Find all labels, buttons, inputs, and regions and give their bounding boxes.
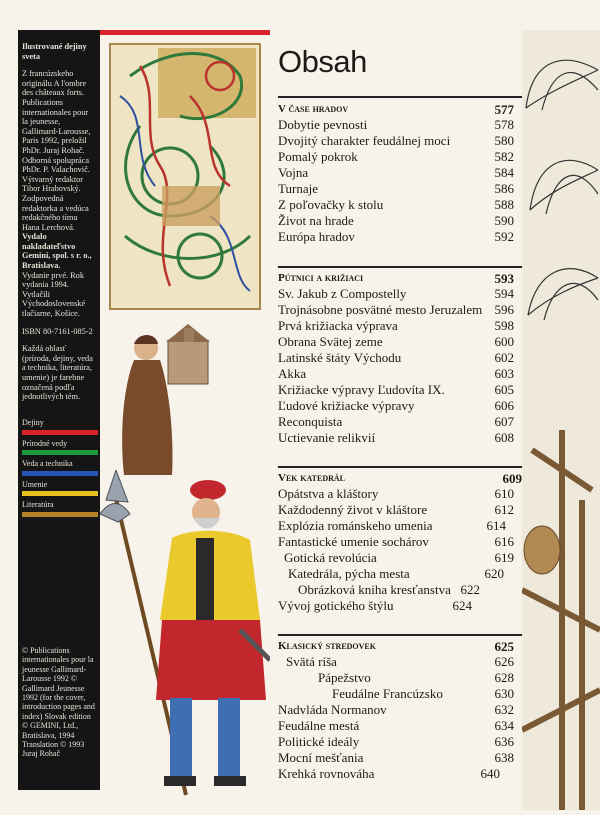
entry-page: 598 — [494, 318, 514, 333]
entry-title: Z poľovačky k stolu — [278, 197, 384, 212]
entry-page: 606 — [494, 398, 514, 413]
toc-entry[interactable] — [278, 598, 472, 614]
entry-title: Dobytie pevnosti — [278, 117, 368, 132]
toc-entry[interactable] — [278, 718, 514, 734]
legend-label: Dejiny — [22, 418, 44, 427]
color-legend — [22, 418, 96, 521]
entry-page: 640 — [480, 766, 500, 781]
toc-entry[interactable] — [278, 502, 514, 518]
entry-title: Pápežstvo — [318, 670, 371, 685]
entry-title: Sv. Jakub z Compostelly — [278, 286, 407, 301]
section-heading — [278, 103, 514, 115]
page-title: Obsah — [278, 44, 367, 79]
entry-page: 578 — [494, 117, 514, 132]
copyright-credits: © Publications internationales pour la jeunesse Gallimard-Larousse 1992 © Gallimard Jeunesse 1992 (for the cover, introduction pages and index) Slovak edition © GEMINI, Ltd., Bratislava, 1994 Translation © 1993 Juraj Rohač — [22, 646, 95, 759]
entry-page: 638 — [494, 750, 514, 765]
toc-entry[interactable] — [278, 350, 514, 366]
toc-entry[interactable] — [278, 197, 514, 213]
toc-entry[interactable] — [278, 334, 514, 350]
entry-page: 612 — [494, 502, 514, 517]
title-rule — [278, 96, 522, 98]
toc-entry[interactable] — [284, 550, 514, 566]
toc-entry[interactable] — [278, 414, 514, 430]
toc-entry[interactable] — [278, 534, 514, 550]
halberdier-illustration — [100, 470, 270, 800]
entry-title: Vývoj gotického štýlu — [278, 598, 394, 613]
entry-title: Akka — [278, 366, 307, 381]
edition-text: Vydanie prvé. Rok vydania 1994. Vytlačili Východoslovenské tlačiarne, Košice. — [22, 270, 86, 319]
section-rule — [278, 466, 522, 468]
entry-title: Krehká rovnováha — [278, 766, 375, 781]
table-of-contents — [270, 30, 522, 790]
entry-title: Európa hradov — [278, 229, 355, 244]
entry-page: 616 — [494, 534, 514, 549]
toc-entry[interactable] — [278, 213, 514, 229]
toc-entry[interactable] — [332, 686, 514, 702]
entry-page: 586 — [494, 181, 514, 196]
legend-label: Umenie — [22, 479, 48, 489]
entry-title: Vojna — [278, 165, 309, 180]
entry-title: Mocní mešťania — [278, 750, 364, 765]
section-heading — [278, 472, 522, 484]
toc-entry[interactable] — [278, 702, 514, 718]
toc-entry[interactable] — [278, 518, 514, 534]
section-heading — [278, 640, 514, 652]
toc-entry[interactable] — [278, 398, 514, 414]
color-note: Každá oblasť (príroda, dejiny, veda a technika, literatúra, umenie) je farebne označená podľa jednotlivých tém. — [22, 344, 93, 402]
toc-entry[interactable] — [278, 133, 514, 149]
entry-title: Obrázková kniha kresťanstva — [298, 582, 451, 597]
entry-page: 588 — [494, 197, 514, 212]
entry-title: Turnaje — [278, 181, 318, 196]
toc-entry[interactable] — [318, 670, 514, 686]
legend-bar-red — [22, 430, 98, 435]
entry-page: 594 — [494, 286, 514, 301]
toc-entry[interactable] — [278, 286, 514, 302]
entry-title: Obrana Svätej zeme — [278, 334, 383, 349]
section-page: 609 — [502, 471, 522, 486]
colophon-sidebar — [18, 30, 100, 790]
section-rule — [278, 634, 522, 636]
toc-entry[interactable] — [286, 654, 514, 670]
toc-entry[interactable] — [278, 165, 514, 181]
section-title: Pútnici a križiaci — [278, 272, 364, 284]
entry-title: Dvojitý charakter feudálnej moci — [278, 133, 451, 148]
entry-page: 630 — [494, 686, 514, 701]
entry-title: Prvá križiacka výprava — [278, 318, 398, 333]
entry-page: 602 — [494, 350, 514, 365]
entry-title: Reconquista — [278, 414, 343, 429]
entry-title: Gotická revolúcia — [284, 550, 377, 565]
gothic-vault-drawings — [522, 30, 600, 810]
entry-page: 607 — [494, 414, 514, 429]
entry-page: 632 — [494, 702, 514, 717]
legend-bar-green — [22, 450, 98, 455]
entry-page: 590 — [494, 213, 514, 228]
entry-page: 622 — [460, 582, 480, 597]
entry-page: 626 — [494, 654, 514, 669]
entry-title: Feudálne Francúzsko — [332, 686, 443, 701]
section-title: Vek katedrál — [278, 472, 345, 484]
section-rule — [278, 266, 522, 268]
entry-title: Opátstva a kláštory — [278, 486, 379, 501]
toc-entry[interactable] — [278, 229, 514, 245]
toc-entry[interactable] — [278, 318, 514, 334]
toc-entry[interactable] — [278, 734, 514, 750]
entry-title: Latinské štáty Východu — [278, 350, 402, 365]
entry-page: 592 — [494, 229, 514, 244]
toc-entry[interactable] — [278, 302, 514, 318]
legend-label: Veda a technika — [22, 459, 73, 469]
entry-title: Križiacke výpravy Ľudovíta IX. — [278, 382, 445, 397]
legend-item — [22, 439, 96, 456]
entry-title: Explózia románskeho umenia — [278, 518, 433, 533]
legend-bar-blue — [22, 471, 98, 476]
entry-page: 596 — [494, 302, 514, 317]
entry-page: 634 — [494, 718, 514, 733]
section-title: V čase hradov — [278, 103, 349, 115]
section-page: 625 — [494, 639, 514, 654]
legend-bar-yellow — [22, 491, 98, 496]
entry-page: 605 — [494, 382, 514, 397]
toc-entry[interactable] — [298, 582, 480, 598]
entry-title: Každodenný život v kláštore — [278, 502, 428, 517]
legend-label: Literatúra — [22, 500, 54, 510]
entry-title: Trojnásobne posvätné mesto Jeruzalem — [278, 302, 483, 317]
legend-bar-brown — [22, 512, 98, 517]
section-title: Klasický stredovek — [278, 640, 376, 652]
publisher-text: Vydalo nakladateľstvo Gemini, spol. s r. o., Bratislava. — [22, 232, 92, 271]
series-title: Ilustrované dejiny sveta — [22, 42, 87, 61]
toc-entry[interactable] — [278, 149, 514, 165]
section-heading — [278, 272, 514, 284]
entry-title: Život na hrade — [278, 213, 354, 228]
toc-entry[interactable] — [278, 430, 514, 446]
entry-page: 584 — [494, 165, 514, 180]
toc-entry[interactable] — [278, 181, 514, 197]
entry-page: 614 — [486, 518, 506, 533]
entry-title: Nadvláda Normanov — [278, 702, 387, 717]
toc-entry[interactable] — [288, 566, 504, 582]
entry-page: 580 — [494, 133, 514, 148]
entry-title: Katedrála, pýcha mesta — [288, 566, 410, 581]
entry-page: 600 — [494, 334, 514, 349]
legend-item — [22, 418, 96, 435]
monk-illustration — [112, 320, 222, 480]
toc-entry[interactable] — [278, 750, 514, 766]
entry-title: Politické ideály — [278, 734, 360, 749]
entry-page: 620 — [484, 566, 504, 581]
entry-title: Feudálne mestá — [278, 718, 360, 733]
colophon-text: Z francúzskeho originálu A l'ombre des châteaux forts. Publications internationales pour la jeunesse, Gallimard-Larousse, Paris 1992, preložil PhDr. Juraj Rohač. Odborná spolupráca PhDr. P. Valachovič. Výtvarný redaktor Tibor Hrabovský. Zodpovedná redaktorka a vedúca redakčného tímu Hana Lerchová. — [22, 69, 91, 232]
toc-entry[interactable] — [278, 382, 514, 398]
entry-page: 619 — [494, 550, 514, 565]
toc-entry[interactable] — [278, 486, 514, 502]
toc-entry[interactable] — [278, 366, 514, 382]
toc-entry[interactable] — [278, 766, 500, 782]
isbn: ISBN 80-7161-085-2 — [22, 326, 93, 336]
entry-title: Svätá ríša — [286, 654, 337, 669]
entry-title: Fantastické umenie sochárov — [278, 534, 429, 549]
section-page: 577 — [494, 102, 514, 117]
entry-page: 603 — [494, 366, 514, 381]
toc-entry[interactable] — [278, 117, 514, 133]
illuminated-initial-illustration — [100, 36, 270, 316]
top-strip-red — [100, 30, 270, 35]
entry-page: 636 — [494, 734, 514, 749]
legend-label: Prírodné vedy — [22, 438, 68, 448]
section-page: 593 — [494, 271, 514, 286]
right-illustration-column — [522, 30, 600, 810]
entry-page: 610 — [494, 486, 514, 501]
legend-item — [22, 500, 96, 517]
entry-page: 608 — [494, 430, 514, 445]
entry-page: 624 — [452, 598, 472, 613]
legend-item — [22, 459, 96, 476]
legend-item — [22, 480, 96, 497]
entry-title: Pomalý pokrok — [278, 149, 358, 164]
entry-title: Ľudové križiacke výpravy — [278, 398, 415, 413]
entry-page: 628 — [494, 670, 514, 685]
entry-title: Uctievanie relikvií — [278, 430, 376, 445]
entry-page: 582 — [494, 149, 514, 164]
